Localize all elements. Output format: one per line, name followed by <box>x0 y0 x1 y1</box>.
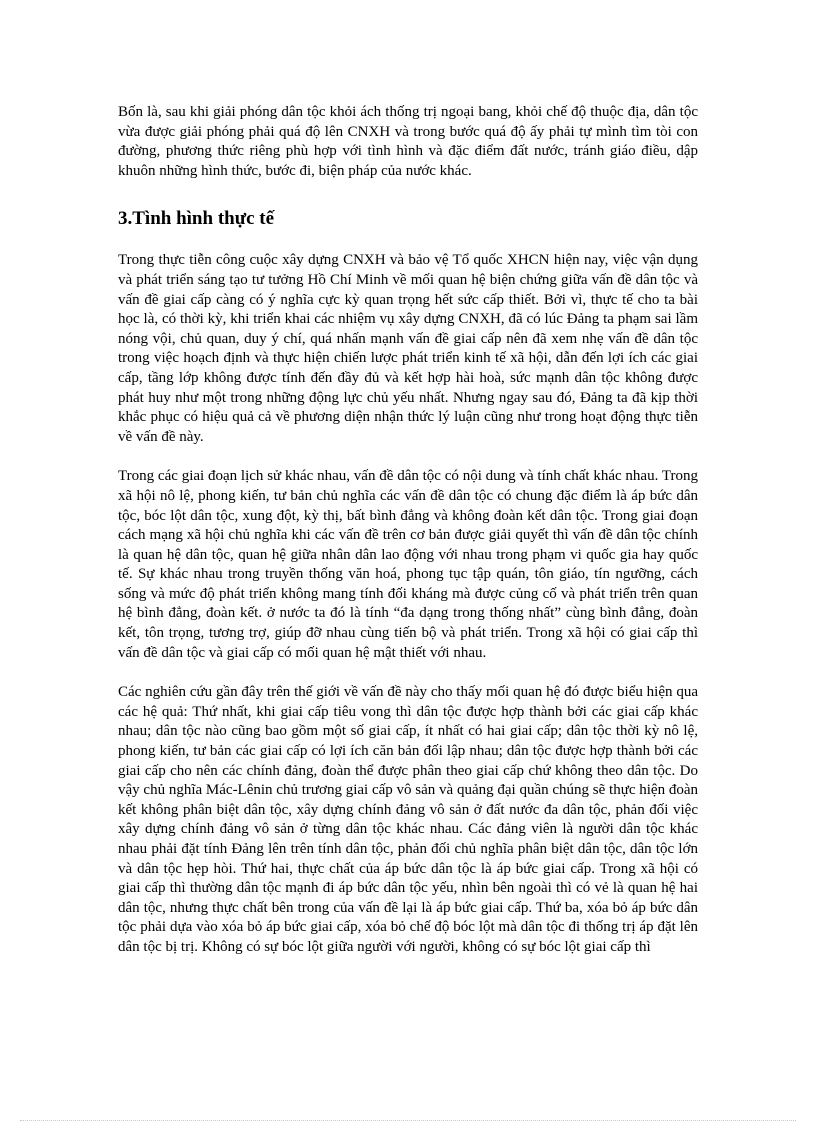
document-body <box>118 103 698 958</box>
page-bottom-rule <box>20 1120 796 1121</box>
paragraph-historical-stages: Trong các giai đoạn lịch sử khác nhau, vấn đề dân tộc có nội dung và tính chất khác nhau. Trong xã hội nô lệ, phong kiến, tư bản chủ nghĩa các vấn đề dân tộc có chung đặc điểm là áp bức dân tộc, bóc lột dân tộc, xung đột, kỳ thị, bất bình đẳng và không đoàn kết dân tộc. Trong giai đoạn cách mạng xã hội chủ nghĩa khi các vấn đề trên cơ bản được giải quyết thì vấn đề dân tộc chính là quan hệ dân tộc, quan hệ giữa nhân dân lao động với nhau trong phạm vi quốc gia hay quốc tế. Sự khác nhau trong truyền thống văn hoá, phong tục tập quán, tôn giáo, tín ngưỡng, cách sống và mức độ phát triển không mang tính đối kháng mà được củng cố và phát triển trên quan hệ bình đẳng, đoàn kết. ở nước ta đó là tính “đa dạng trong thống nhất” cùng bình đẳng, đoàn kết, tôn trọng, tương trợ, giúp đỡ nhau cùng tiến bộ và phát triển. Trong xã hội có giai cấp thì vấn đề dân tộc và giai cấp có mối quan hệ mật thiết với nhau. <box>118 468 698 661</box>
paragraph-intro: Bốn là, sau khi giải phóng dân tộc khỏi ách thống trị ngoại bang, khỏi chế độ thuộc địa, dân tộc vừa được giải phóng phải quá độ lên CNXH và trong bước quá độ ấy phải tự mình tìm tòi con đường, phương thức riêng phù hợp với tình hình và đặc điểm đất nước, tránh giáo điều, dập khuôn những hình thức, bước đi, biện pháp của nước khác. <box>118 104 698 179</box>
paragraph-practice: Trong thực tiễn công cuộc xây dựng CNXH và bảo vệ Tổ quốc XHCN hiện nay, việc vận dụng và phát triển sáng tạo tư tưởng Hồ Chí Minh về mối quan hệ biện chứng giữa vấn đề dân tộc và vấn đề giai cấp càng có ý nghĩa cực kỳ quan trọng hết sức cấp thiết. Bởi vì, thực tế cho ta bài học là, có thời kỳ, khi triển khai các nhiệm vụ xây dựng CNXH, đã có lúc Đảng ta phạm sai lầm nóng vội, chủ quan, duy ý chí, quá nhấn mạnh vấn đề giai cấp nên đã xem nhẹ vấn đề dân tộc trong việc hoạch định và thực hiện chiến lược phát triển kinh tế xã hội, dẫn đến lợi ích các giai cấp, tầng lớp không được tính đến đầy đủ và kết hợp hài hoà, sức mạnh dân tộc không được phát huy như một trong những động lực chủ yếu nhất. Nhưng ngay sau đó, Đảng ta đã kịp thời khắc phục có hiệu quả cả về phương diện nhận thức lý luận cũng như trong hoạt động thực tiễn về vấn đề này. <box>118 252 698 445</box>
section-heading: 3.Tình hình thực tế <box>118 208 275 230</box>
paragraph-recent-research: Các nghiên cứu gần đây trên thế giới về vấn đề này cho thấy mối quan hệ đó được biểu hiện qua các hệ quả: Thứ nhất, khi giai cấp tiêu vong thì dân tộc được hợp thành bởi các giai cấp khác nhau; dân tộc nào cũng bao gồm một số giai cấp, ít nhất có hai giai cấp; dân tộc thời kỳ nô lệ, phong kiến, tư bản các giai cấp có lợi ích căn bản đối lập nhau; dân tộc được hợp thành bởi các giai cấp cho nên các chính đảng, đoàn thể được phân theo giai cấp chứ không theo dân tộc. Do vậy chủ nghĩa Mác-Lênin chủ trương giai cấp vô sản và quảng đại quần chúng sẽ thực hiện đoàn kết không phân biệt dân tộc, xây dựng chính đảng vô sản ở đất nước đa dân tộc, phản đối việc xây dựng chính đảng vô sản ở từng dân tộc khác nhau. Các đảng viên là người dân tộc khác nhau phải đặt tính Đảng lên trên tính dân tộc, phản đối chủ nghĩa phân biệt dân tộc, dân tộc lớn và dân tộc hẹp hòi. Thứ hai, thực chất của áp bức dân tộc là áp bức giai cấp. Trong xã hội có giai cấp thì thường dân tộc mạnh đi áp bức dân tộc yếu, nhìn bên ngoài thì có vẻ là quan hệ hai dân tộc, nhưng thực chất bên trong của vấn đề lại là áp bức giai cấp. Thứ ba, xóa bỏ áp bức dân tộc phải dựa vào xóa bỏ áp bức giai cấp, xóa bỏ chế độ bóc lột mà dân tộc đi thống trị áp đặt lên dân tộc bị trị. Không có sự bóc lột giữa người với người, không có sự bóc lột giai cấp thì <box>118 684 698 955</box>
